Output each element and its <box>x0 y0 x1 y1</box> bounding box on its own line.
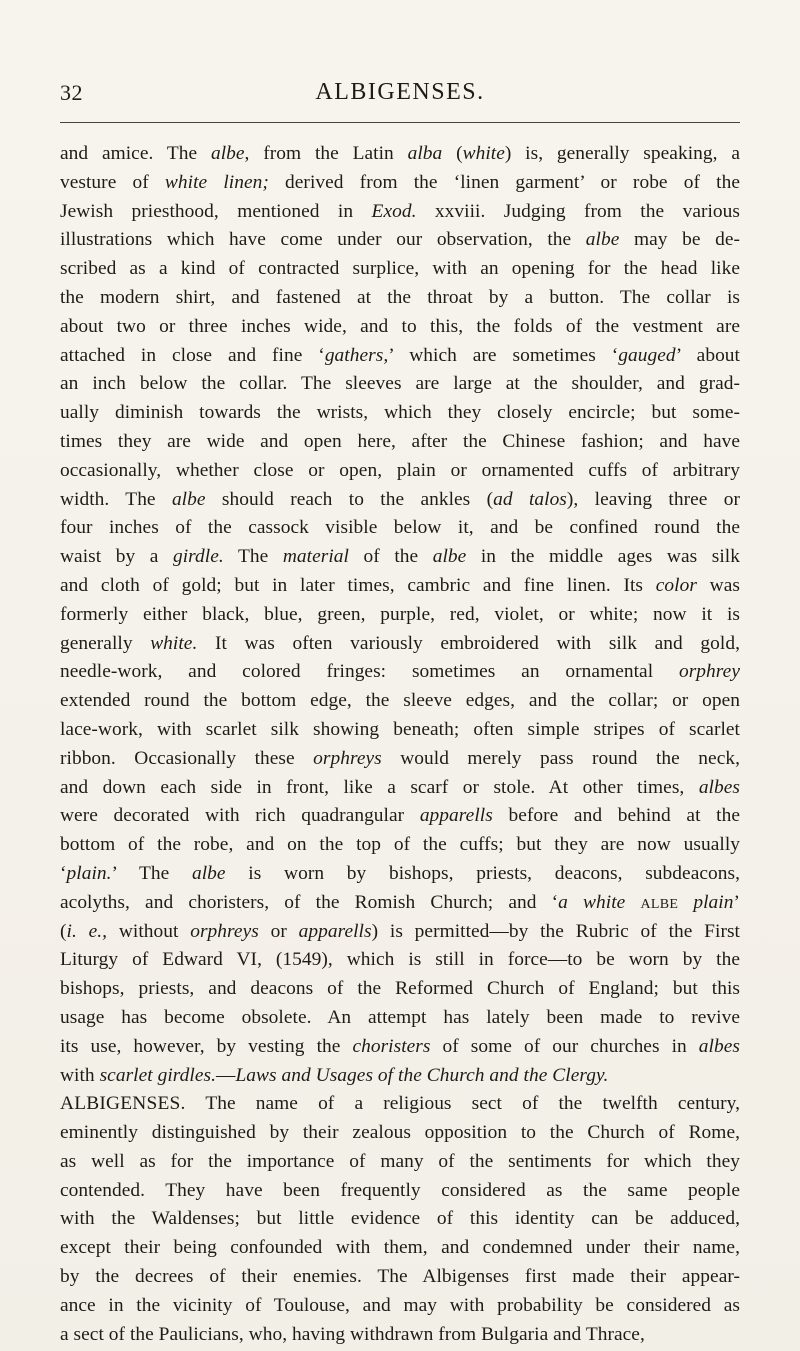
text-segment: as well as for the importance of many of the sentiments for which they <box>60 1150 740 1172</box>
text-segment: was <box>696 574 740 596</box>
italic-text: white linen; <box>164 171 269 193</box>
italic-text: i. e., <box>66 920 108 942</box>
text-segment: Liturgy of Edward VI, (1549), which is still in force—to be worn by the <box>60 949 740 971</box>
text-line <box>60 1177 740 1206</box>
text-line <box>60 226 740 255</box>
text-line <box>60 543 740 572</box>
text-line <box>60 1234 740 1263</box>
text-segment: formerly either black, blue, green, purple, red, violet, or white; now it is <box>60 603 740 625</box>
italic-text: albes <box>698 1035 740 1057</box>
text-segment: and amice. The <box>60 143 211 164</box>
text-segment: should reach to the ankles ( <box>205 488 494 510</box>
italic-text: albe <box>171 488 206 510</box>
text-line <box>60 774 740 803</box>
text-segment: were decorated with rich quadrangular <box>60 805 420 827</box>
text-segment: four inches of the cassock visible below it, and be confined round the <box>60 517 740 539</box>
text-segment: eminently distinguished by their zealous opposition to the Church of Rome, <box>60 1122 740 1144</box>
text-segment: bottom of the robe, and on the top of the cuffs; but they are now usually <box>60 834 740 856</box>
text-segment: vesture of <box>60 171 165 193</box>
text-segment: ‘ <box>60 862 67 884</box>
text-line <box>60 1321 740 1350</box>
text-segment: ribbon. Occasionally these <box>60 747 314 769</box>
text-segment: of some of our churches in <box>430 1035 699 1057</box>
text-segment: extended round the bottom edge, the sleeve edges, and the collar; or open <box>60 690 740 712</box>
text-segment: without <box>107 920 191 942</box>
text-segment: It was often variously embroidered with silk and gold, <box>197 632 740 654</box>
text-segment: ( <box>442 143 463 164</box>
italic-text: albe <box>191 862 226 884</box>
italic-text: alba <box>407 143 443 164</box>
italic-text: albe <box>432 546 467 568</box>
text-line <box>60 428 740 457</box>
text-line <box>60 975 740 1004</box>
text-segment: width. The <box>60 488 172 510</box>
italic-text: ad talos <box>493 488 567 510</box>
italic-text: white <box>462 143 505 164</box>
text-segment: occasionally, whether close or open, plain or ornamented cuffs of arbitrary <box>60 459 740 481</box>
text-segment: waist by a <box>60 546 173 568</box>
text-segment: xxviii. Judging from the various <box>416 200 741 222</box>
italic-text: albe <box>210 143 245 164</box>
text-segment: the modern shirt, and fastened at the throat by a button. The collar is <box>60 286 740 308</box>
italic-text: Exod. <box>371 200 417 222</box>
italic-text: plain <box>678 891 734 913</box>
text-line <box>60 630 740 659</box>
text-segment: with the Waldenses; but little evidence of this identity can be adduced, <box>60 1208 740 1230</box>
text-segment: by the decrees of their enemies. The Albigenses first made their appear- <box>60 1266 740 1288</box>
text-segment: ’ The <box>111 862 192 884</box>
entry-heading: ALBIGENSES. <box>60 1093 186 1115</box>
text-segment: an inch below the collar. The sleeves are large at the shoulder, and grad- <box>60 373 740 395</box>
text-segment: ) is, generally speaking, a <box>504 143 740 164</box>
text-line <box>60 831 740 860</box>
text-segment: its use, however, by vesting the <box>60 1035 353 1057</box>
text-line <box>60 1292 740 1321</box>
text-line <box>60 342 740 371</box>
text-segment: ’ which are sometimes ‘ <box>388 344 619 366</box>
italic-text: material <box>282 546 349 568</box>
text-segment: — <box>216 1064 236 1086</box>
page-number: 32 <box>60 80 83 105</box>
text-segment: ), leaving three or <box>566 488 740 510</box>
text-line <box>60 457 740 486</box>
text-segment: scribed as a kind of contracted surplice, with an opening for the head like <box>60 258 740 280</box>
text-line <box>60 601 740 630</box>
text-segment: a sect of the Paulicians, who, having withdrawn from Bulgaria and Thrace, <box>60 1323 645 1345</box>
italic-text: orphreys <box>190 920 259 942</box>
italic-text: scarlet girdles. <box>99 1064 216 1086</box>
text-segment: attached in close and fine ‘ <box>60 344 325 366</box>
text-line <box>60 140 740 169</box>
text-line <box>60 802 740 831</box>
text-line <box>60 399 740 428</box>
text-segment: about two or three inches wide, and to this, the folds of the vestment are <box>60 315 740 337</box>
text-line <box>60 1119 740 1148</box>
running-head: ALBIGENSES. <box>315 79 485 105</box>
text-segment: and cloth of gold; but in later times, cambric and fine linen. Its <box>60 574 656 596</box>
text-segment: before and behind at the <box>492 805 740 827</box>
text-segment: The name of a religious sect of the twelfth century, <box>185 1093 740 1115</box>
italic-text: orphrey <box>678 661 740 683</box>
text-line <box>60 658 740 687</box>
text-line <box>60 1148 740 1177</box>
text-segment: usage has become obsolete. An attempt has lately been made to revive <box>60 1006 740 1028</box>
page-header <box>60 80 740 122</box>
text-line <box>60 1263 740 1292</box>
body-text <box>60 140 740 1349</box>
text-line <box>60 716 740 745</box>
text-line <box>60 370 740 399</box>
text-segment: needle-work, and colored fringes: sometimes an ornamental <box>60 661 679 683</box>
text-line <box>60 1090 740 1119</box>
text-line <box>60 572 740 601</box>
italic-text: albes <box>698 776 740 798</box>
text-segment: except their being confounded with them, and condemned under their name, <box>60 1237 740 1259</box>
text-segment: would merely pass round the neck, <box>381 747 740 769</box>
text-segment: bishops, priests, and deacons of the Reformed Church of England; but this <box>60 978 740 1000</box>
text-line <box>60 946 740 975</box>
text-line <box>60 198 740 227</box>
header-rule <box>60 122 740 123</box>
text-segment: lace-work, with scarlet silk showing beneath; often simple stripes of scarlet <box>60 718 740 740</box>
text-segment: ( <box>60 920 67 942</box>
text-segment: contended. They have been frequently considered as the same people <box>60 1179 740 1201</box>
italic-text: albe <box>585 229 620 251</box>
text-segment: may be de- <box>619 229 740 251</box>
text-line <box>60 889 740 918</box>
italic-text: Laws and Usages of the Church and the Clergy. <box>235 1064 609 1086</box>
italic-text: gathers, <box>324 344 389 366</box>
text-segment: The <box>223 546 283 568</box>
text-segment: ance in the vicinity of Toulouse, and may with probability be considered as <box>60 1294 740 1316</box>
text-segment: times they are wide and open here, after the Chinese fashion; and have <box>60 430 740 452</box>
italic-text: girdle. <box>173 546 224 568</box>
text-segment: ’ <box>733 891 740 913</box>
text-segment: acolyths, and choristers, of the Romish Church; and ‘ <box>60 891 559 913</box>
text-segment: with <box>60 1064 100 1086</box>
text-line <box>60 313 740 342</box>
text-segment: in the middle ages was silk <box>466 546 740 568</box>
text-segment: and down each side in front, like a scarf or stole. At other times, <box>60 776 699 798</box>
italic-text: white. <box>150 632 198 654</box>
text-line <box>60 1004 740 1033</box>
text-line <box>60 284 740 313</box>
text-line <box>60 486 740 515</box>
italic-text: apparells <box>298 920 372 942</box>
italic-text: orphreys <box>313 747 382 769</box>
text-segment: , from the Latin <box>244 143 408 164</box>
italic-text: apparells <box>419 805 493 827</box>
text-segment: ually diminish towards the wrists, which they closely encircle; but some- <box>60 402 740 424</box>
text-line <box>60 745 740 774</box>
italic-text: plain. <box>66 862 112 884</box>
text-line <box>60 1205 740 1234</box>
text-segment: of the <box>348 546 433 568</box>
text-segment: generally <box>60 632 151 654</box>
text-segment: derived from the ‘linen garment’ or robe of the <box>268 171 740 193</box>
text-segment: is worn by bishops, priests, deacons, subdeacons, <box>225 862 740 884</box>
italic-text: gauged <box>618 344 676 366</box>
text-line <box>60 687 740 716</box>
text-segment: Jewish priesthood, mentioned in <box>60 200 372 222</box>
text-line <box>60 1062 740 1091</box>
text-segment: or <box>258 920 299 942</box>
italic-text: a white <box>558 891 641 913</box>
text-line <box>60 1033 740 1062</box>
text-line <box>60 514 740 543</box>
italic-text: choristers <box>352 1035 431 1057</box>
text-segment: ) is permitted—by the Rubric of the First <box>371 920 740 942</box>
text-line <box>60 918 740 947</box>
small-caps-text: albe <box>640 891 679 913</box>
text-line <box>60 860 740 889</box>
text-line <box>60 255 740 284</box>
italic-text: color <box>655 574 697 596</box>
text-segment: ’ about <box>675 344 740 366</box>
text-segment: illustrations which have come under our observation, the <box>60 229 586 251</box>
text-line <box>60 169 740 198</box>
